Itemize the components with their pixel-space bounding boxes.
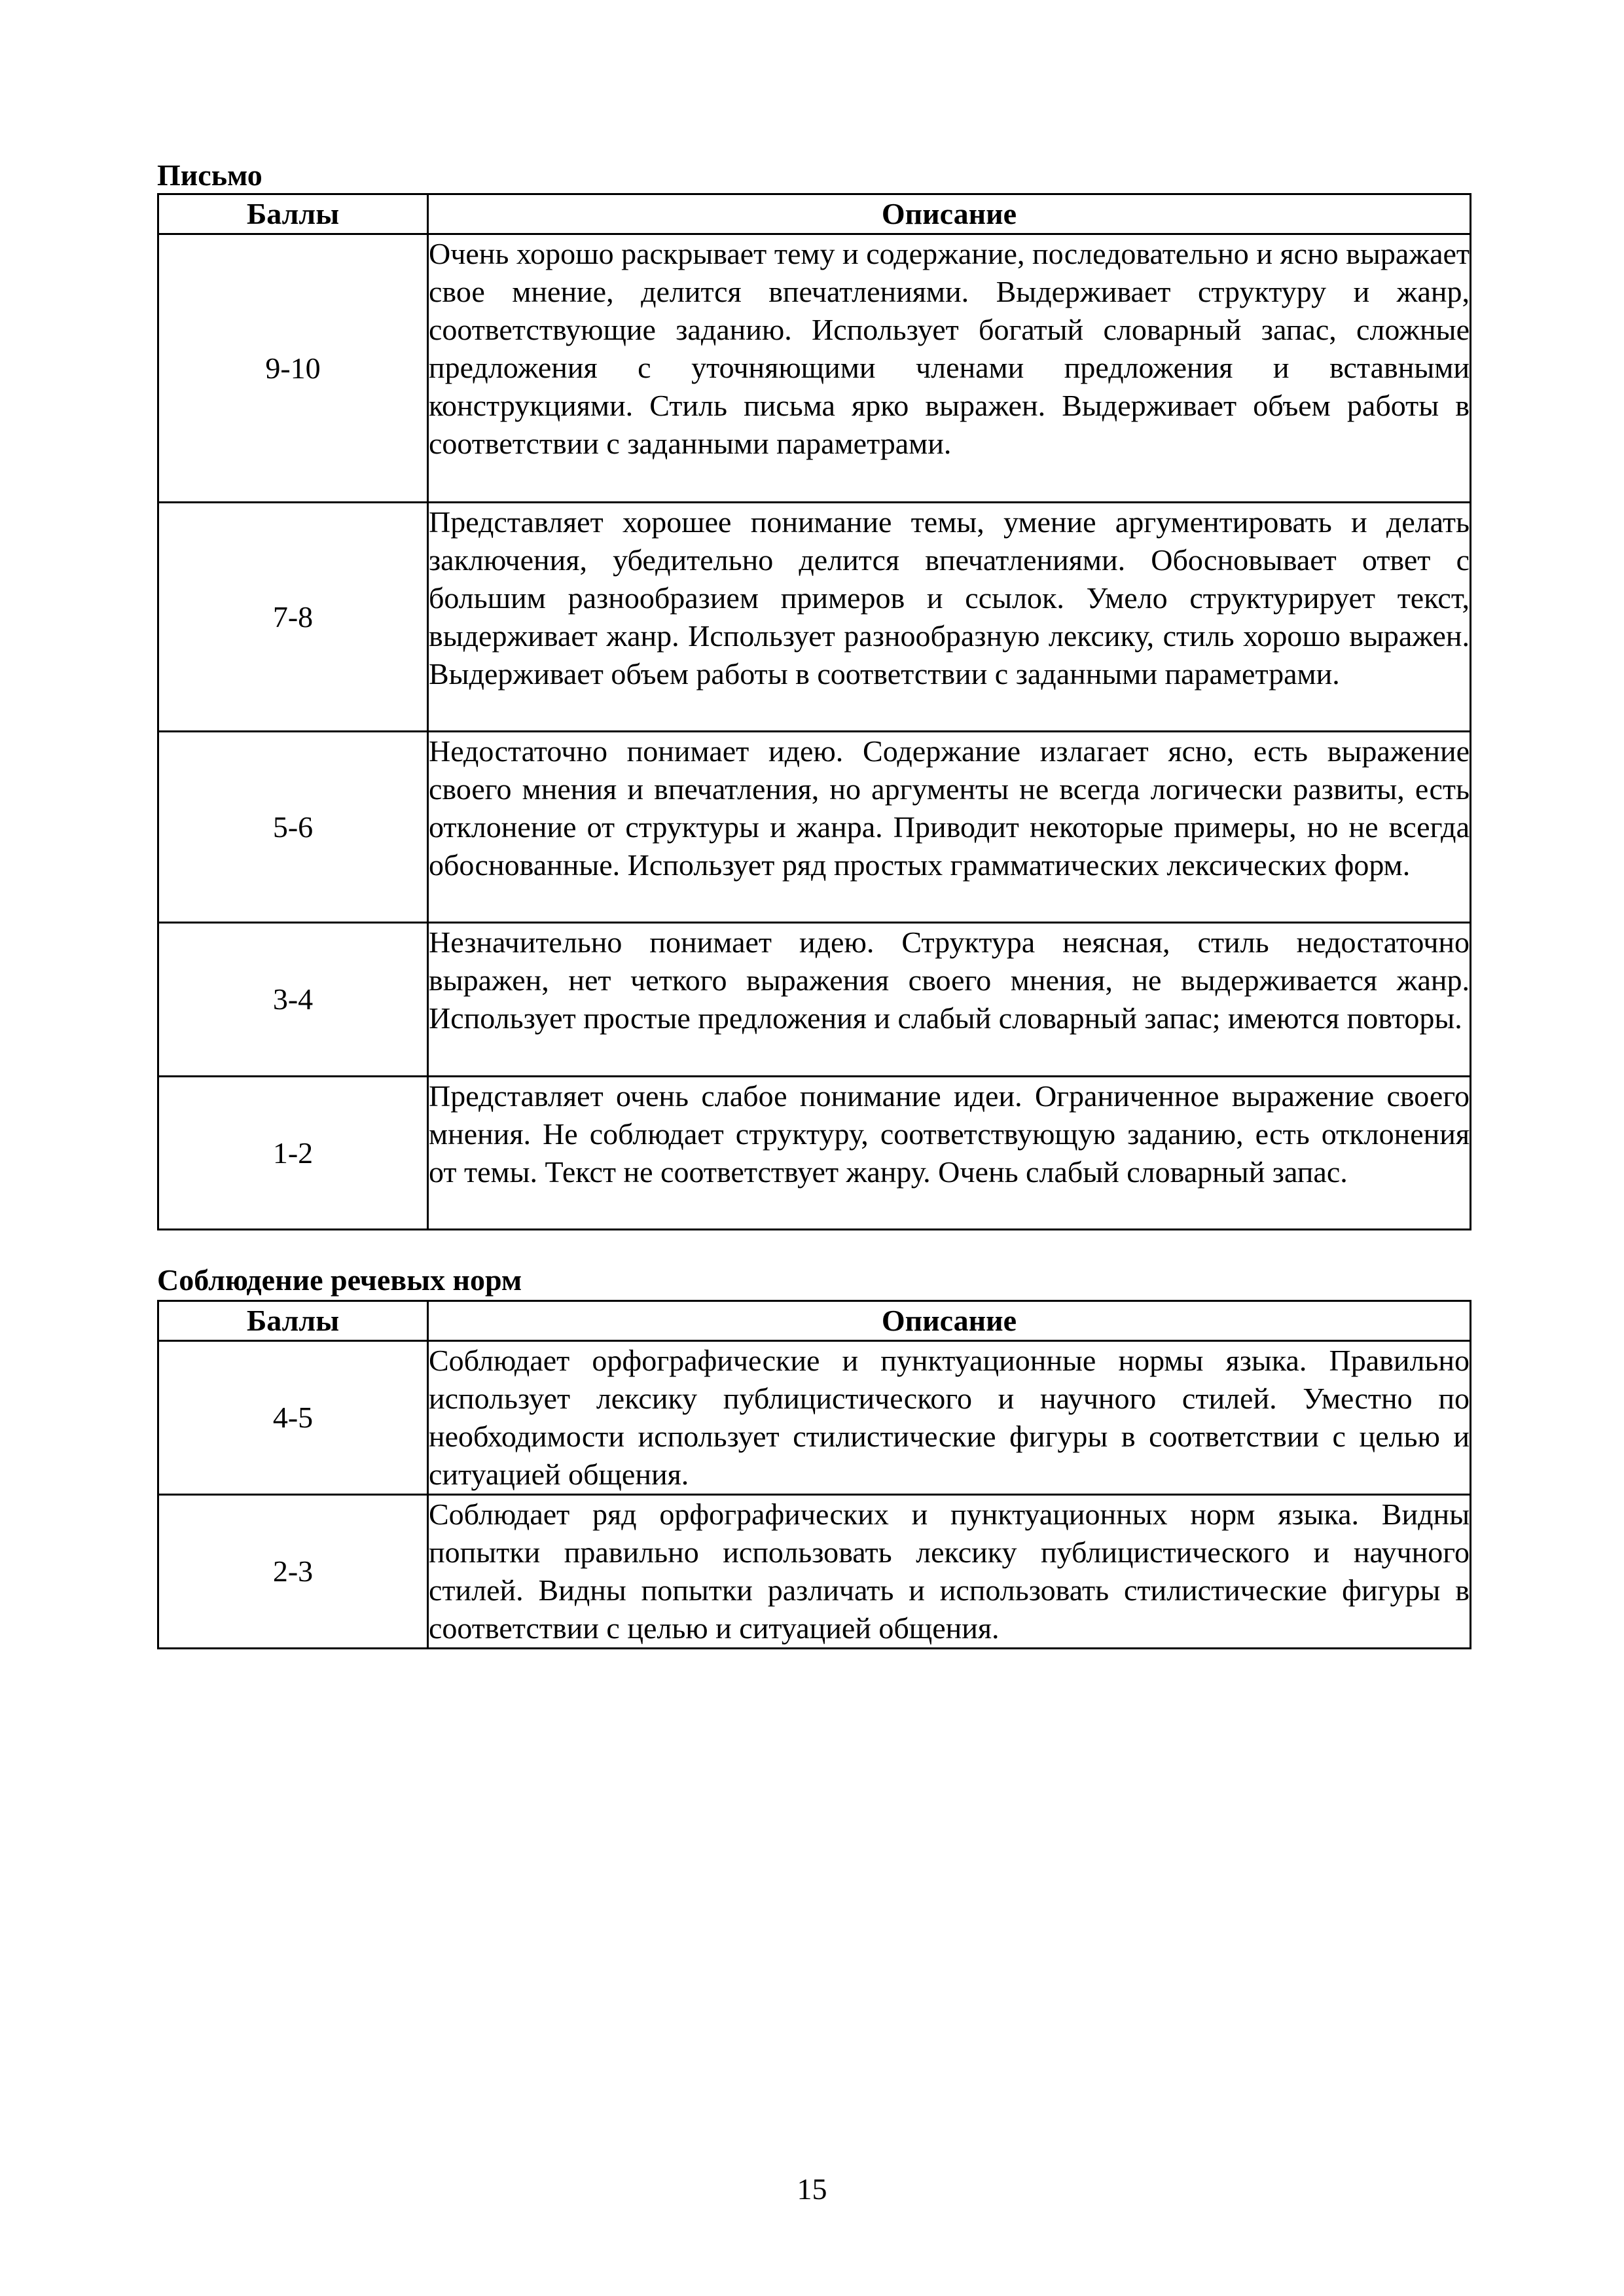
table-header-row [158,194,1471,234]
description-cell: Представляет очень слабое понимание идеи. Ограниченное выражение своего мнения. Не соблюдает структуру, соответствующую заданию, есть отклонения от темы. Текст не соответствует жанру. Очень слабый словарный запас. [428,1077,1471,1230]
header-score: Баллы [158,194,428,234]
description-cell: Незначительно понимает идею. Структура неясная, стиль недостаточно выражен, нет четкого выражения своего мнения, не выдерживается жанр. Использует простые предложения и слабый словарный запас; имеются повторы. [428,923,1471,1077]
score-cell: 9-10 [158,234,428,503]
header-description: Описание [428,1301,1471,1341]
description-cell: Представляет хорошее понимание темы, умение аргументировать и делать заключения, убедительно делится впечатлениями. Обосновывает ответ с большим разнообразием примеров и ссылок. Умело структурирует текст, выдерживает жанр. Использует разнообразную лексику, стиль хорошо выражен. Выдерживает объем работы в соответствии с заданными параметрами. [428,503,1471,732]
speech-norms-rubric-table [157,1300,1471,1649]
section-title-writing: Письмо [157,158,262,192]
section-title-speech-norms: Соблюдение речевых норм [157,1263,522,1297]
table-row [158,732,1471,923]
table-row [158,923,1471,1077]
writing-rubric-table [157,193,1471,1230]
header-score: Баллы [158,1301,428,1341]
table-header-row [158,1301,1471,1341]
score-cell: 3-4 [158,923,428,1077]
score-cell: 5-6 [158,732,428,923]
score-cell: 4-5 [158,1341,428,1495]
table-row [158,1077,1471,1230]
description-cell: Соблюдает ряд орфографических и пунктуационных норм языка. Видны попытки правильно использовать лексику публицистического и научного стилей. Видны попытки различать и использовать стилистические фигуры в соответствии с целью и ситуацией общения. [428,1495,1471,1649]
description-cell: Недостаточно понимает идею. Содержание излагает ясно, есть выражение своего мнения и впечатления, но аргументы не всегда логически развиты, есть отклонение от структуры и жанра. Приводит некоторые примеры, но не всегда обоснованные. Использует ряд простых грамматических лексических форм. [428,732,1471,923]
description-cell: Соблюдает орфографические и пунктуационные нормы языка. Правильно использует лексику публицистического и научного стилей. Уместно по необходимости использует стилистические фигуры в соответствии с целью и ситуацией общения. [428,1341,1471,1495]
header-description: Описание [428,194,1471,234]
score-cell: 1-2 [158,1077,428,1230]
description-cell: Очень хорошо раскрывает тему и содержание, последовательно и ясно выражает свое мнение, делится впечатлениями. Выдерживает структуру и жанр, соответствующие заданию. Использует богатый словарный запас, сложные предложения с уточняющими членами предложения и вставными конструкциями. Стиль письма ярко выражен. Выдерживает объем работы в соответствии с заданными параметрами. [428,234,1471,503]
table-row [158,234,1471,503]
page-number: 15 [797,2172,827,2206]
score-cell: 2-3 [158,1495,428,1649]
table-row [158,1341,1471,1495]
score-cell: 7-8 [158,503,428,732]
table-row [158,1495,1471,1649]
table-row [158,503,1471,732]
